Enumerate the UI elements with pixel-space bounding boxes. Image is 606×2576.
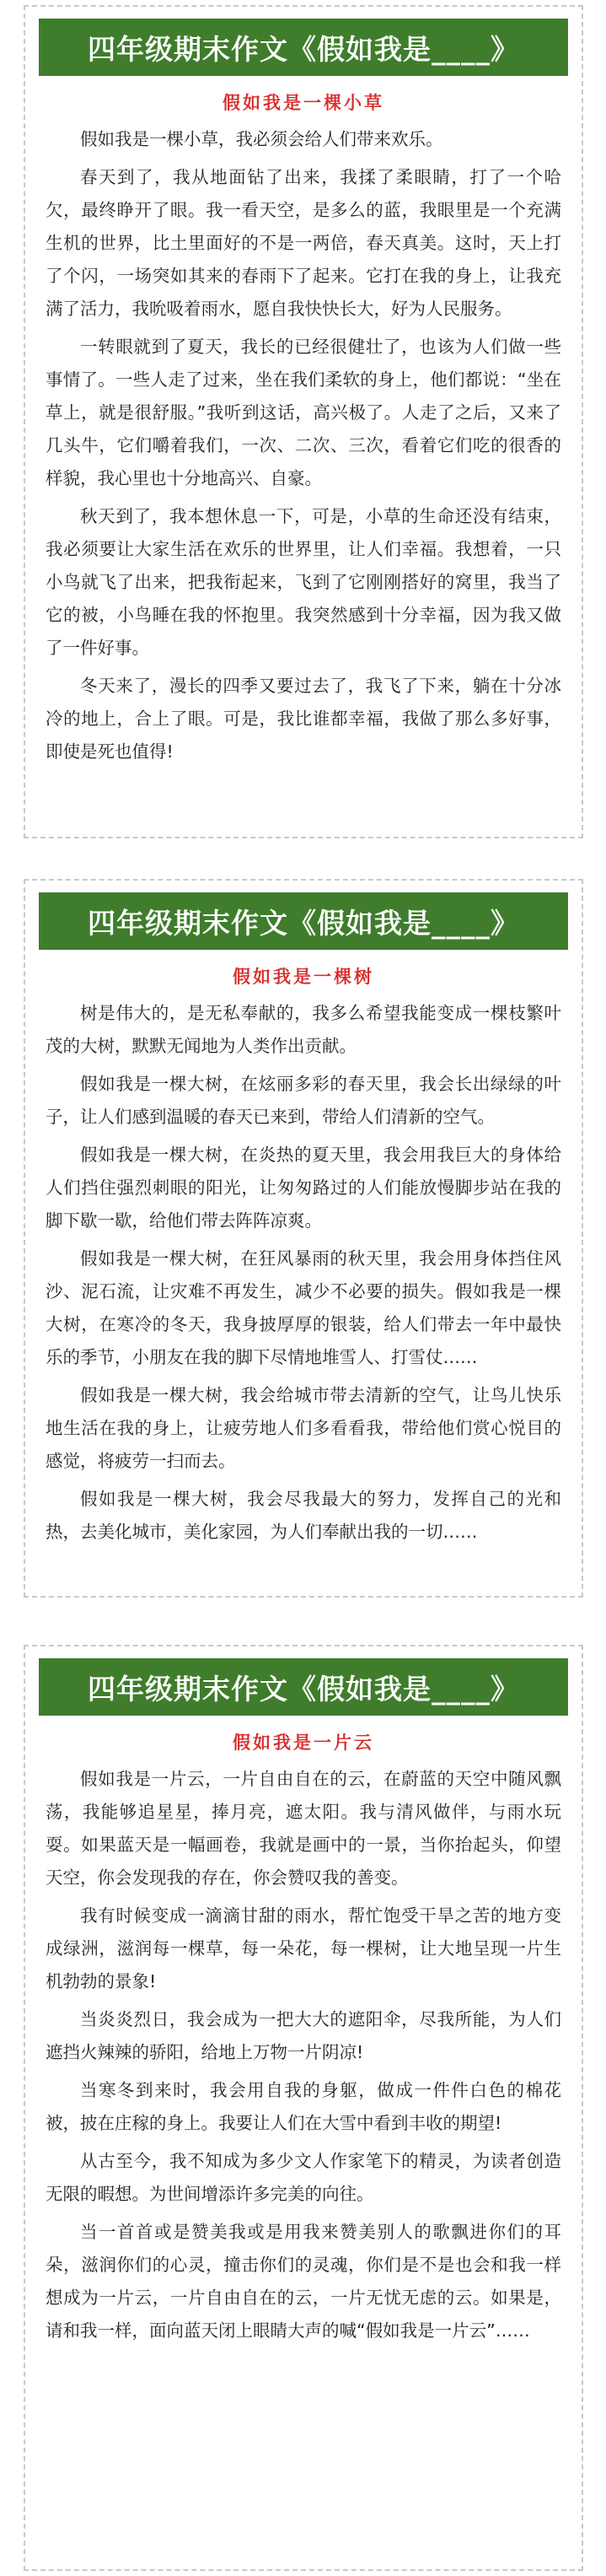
essay-body [25,115,582,768]
paragraph: 假如我是一棵大树，在炫丽多彩的春天里，我会长出绿绿的叶子，让人们感到温暖的春天已来到，带给人们清新的空气。 [46,1074,561,1127]
paragraph: 我有时候变成一滴滴甘甜的雨水，帮忙饱受干旱之苦的地方变成绿洲，滋润每一棵草，每一朵花，每一棵树，让大地呈现一片生机勃勃的景象! [46,1905,561,1991]
essay-body [25,989,582,1549]
essay-banner: 四年级期末作文《假如我是____》 [39,1658,568,1716]
paragraph: 假如我是一片云，一片自由自在的云，在蔚蓝的天空中随风飘荡，我能够追星星，捧月亮，遮太阳。我与清风做伴，与雨水玩耍。如果蓝天是一幅画卷，我就是画中的一景，当你抬起头，仰望天空，你会发现我的存在，你会赞叹我的善变。 [46,1769,561,1888]
paragraph: 假如我是一棵小草，我必须会给人们带来欢乐。 [80,129,443,149]
essay-body [25,1754,582,2347]
essay-subtitle: 假如我是一片云 [233,1733,374,1753]
essay-card-1 [24,5,583,838]
paragraph: 树是伟大的，是无私奉献的，我多么希望我能变成一棵枝繁叶茂的大树，默默无闻地为人类作出贡献。 [46,1003,561,1056]
paragraph: 一转眼就到了夏天，我长的已经很健壮了，也该为人们做一些事情了。一些人走了过来，坐在我们柔软的身上，他们都说：“坐在草上，就是很舒服。”我听到这话，高兴极了。人走了之后，又来了几头牛，它们嚼着我们，一次、二次、三次，看着它们吃的很香的样貌，我心里也十分地高兴、自豪。 [46,337,561,488]
essay-subtitle: 假如我是一棵树 [233,967,374,987]
essay-card-3 [24,1645,583,2571]
paragraph: 秋天到了，我本想休息一下，可是，小草的生命还没有结束，我必须要让大家生活在欢乐的世界里，让人们幸福。我想着，一只小鸟就飞了出来，把我衔起来，飞到了它刚刚搭好的窝里，我当了它的被，小鸟睡在我的怀抱里。我突然感到十分幸福，因为我又做了一件好事。 [46,506,561,658]
essay-banner: 四年级期末作文《假如我是____》 [39,892,568,950]
essay-banner: 四年级期末作文《假如我是____》 [39,19,568,76]
paragraph: 当寒冬到来时，我会用自我的身躯，做成一件件白色的棉花被，披在庄稼的身上。我要让人们在大雪中看到丰收的期望! [46,2080,561,2133]
paragraph: 春天到了，我从地面钻了出来，我揉了柔眼睛，打了一个哈欠，最终睁开了眼。我一看天空，是多么的蓝，我眼里是一个充满生机的世界，比土里面好的不是一两倍，春天真美。这时，天上打了个闪，一场突如其来的春雨下了起来。它打在我的身上，让我充满了活力，我吮吸着雨水，愿自我快快长大，好为人民服务。 [46,167,561,319]
paragraph: 冬天来了，漫长的四季又要过去了，我飞了下来，躺在十分冰冷的地上，合上了眼。可是，我比谁都幸福，我做了那么多好事，即使是死也值得! [46,676,561,762]
essay-card-2 [24,879,583,1598]
paragraph: 当炎炎烈日，我会成为一把大大的遮阳伞，尽我所能，为人们遮挡火辣辣的骄阳，给地上万物一片阴凉! [46,2009,561,2062]
paragraph: 假如我是一棵大树，我会给城市带去清新的空气，让鸟儿快乐地生活在我的身上，让疲劳地人们多看看我，带给他们赏心悦目的感觉，将疲劳一扫而去。 [46,1385,561,1471]
essay-subtitle: 假如我是一棵小草 [223,93,384,113]
paragraph: 当一首首或是赞美我或是用我来赞美别人的歌飘进你们的耳朵，滋润你们的心灵，撞击你们的灵魂，你们是不是也会和我一样想成为一片云，一片自由自在的云，一片无忧无虑的云。如果是，请和我一样，面向蓝天闭上眼睛大声的喊“假如我是一片云”…… [46,2222,561,2341]
paragraph: 假如我是一棵大树，在炎热的夏天里，我会用我巨大的身体给人们挡住强烈刺眼的阳光，让匆匆路过的人们能放慢脚步站在我的脚下歇一歇，给他们带去阵阵凉爽。 [46,1145,561,1231]
paragraph: 假如我是一棵大树，我会尽我最大的努力，发挥自己的光和热，去美化城市，美化家园，为人们奉献出我的一切…… [46,1489,561,1542]
paragraph: 假如我是一棵大树，在狂风暴雨的秋天里，我会用身体挡住风沙、泥石流，让灾难不再发生，减少不必要的损失。假如我是一棵大树，在寒冷的冬天，我身披厚厚的银装，给人们带去一年中最快乐的季节，小朋友在我的脚下尽情地堆雪人、打雪仗…… [46,1248,561,1367]
paragraph: 从古至今，我不知成为多少文人作家笔下的精灵，为读者创造无限的暇想。为世间增添许多完美的向往。 [46,2151,561,2204]
